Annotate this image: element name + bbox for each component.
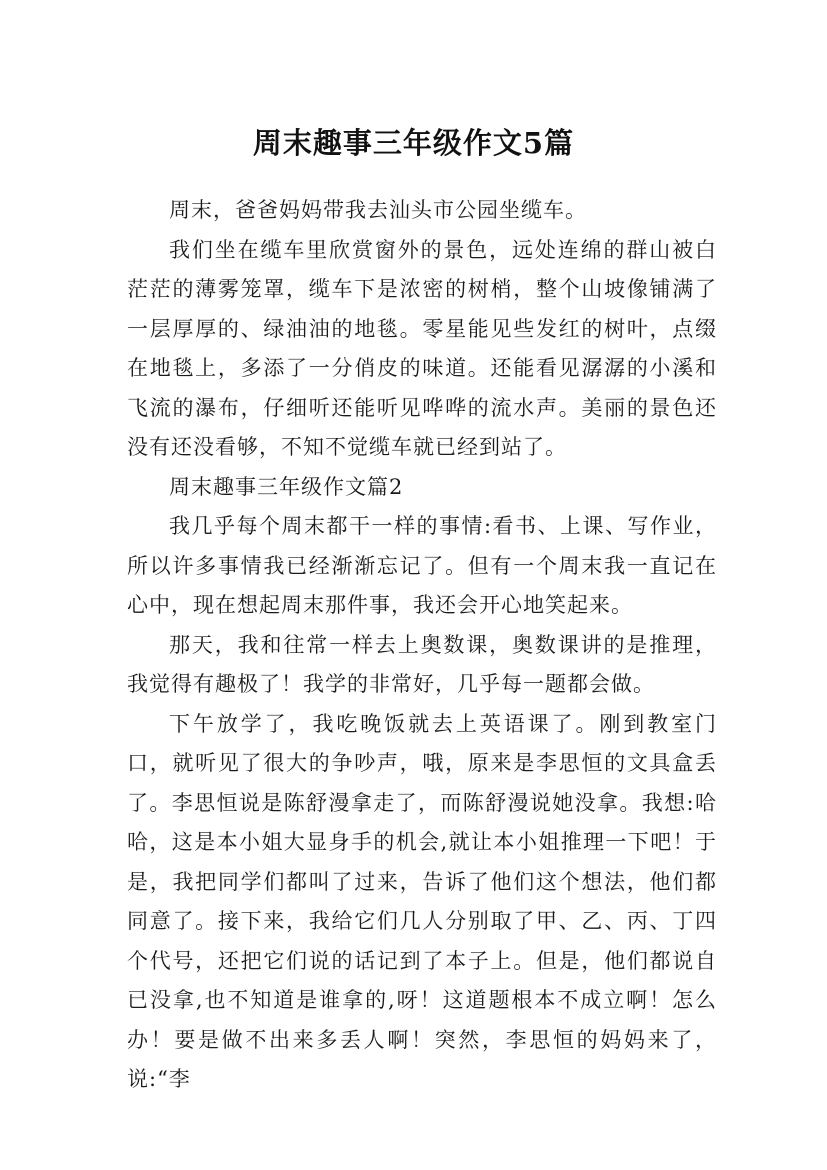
paragraph: 周末，爸爸妈妈带我去汕头市公园坐缆车。 xyxy=(169,198,587,222)
paragraph: 我们坐在缆车里欣赏窗外的景色，远处连绵的群山被白茫茫的薄雾笼罩，缆车下是浓密的树梢，整个山坡像铺满了一层厚厚的、绿油油的地毯。零星能见些发红的树叶，点缀在地毯上，多添了一分俏皮的味道。还能看见潺潺的小溪和飞流的瀑布，仔细听还能听见哗哗的流水声。美丽的景色还没有还没看够，不知不觉缆车就已经到站了。 xyxy=(127,237,717,459)
document-body xyxy=(127,191,717,1100)
paragraph: 那天，我和往常一样去上奥数课，奥数课讲的是推理，我觉得有趣极了！我学的非常好，几乎每一题都会做。 xyxy=(127,632,717,696)
section-heading: 周末趣事三年级作文篇2 xyxy=(169,474,404,499)
paragraph: 我几乎每个周末都干一样的事情:看书、上课、写作业，所以许多事情我已经渐渐忘记了。但有一个周末我一直记在心中，现在想起周末那件事，我还会开心地笑起来。 xyxy=(127,514,717,617)
document-title: 周末趣事三年级作文5篇 xyxy=(252,126,575,161)
paragraph: 下午放学了，我吃晚饭就去上英语课了。刚到教室门口，就听见了很大的争吵声，哦，原来是李思恒的文具盒丢了。李思恒说是陈舒漫拿走了，而陈舒漫说她没拿。我想:哈哈，这是本小姐大显身手的机会,就让本小姐推理一下吧！于是，我把同学们都叫了过来，告诉了他们这个想法，他们都同意了。接下来，我给它们几人分别取了甲、乙、丙、丁四个代号，还把它们说的话记到了本子上。但是，他们都说自已没拿,也不知道是谁拿的,呀！这道题根本不成立啊！怎么办！要是做不出来多丢人啊！突然，李思恒的妈妈来了，说:“李 xyxy=(127,711,717,1091)
